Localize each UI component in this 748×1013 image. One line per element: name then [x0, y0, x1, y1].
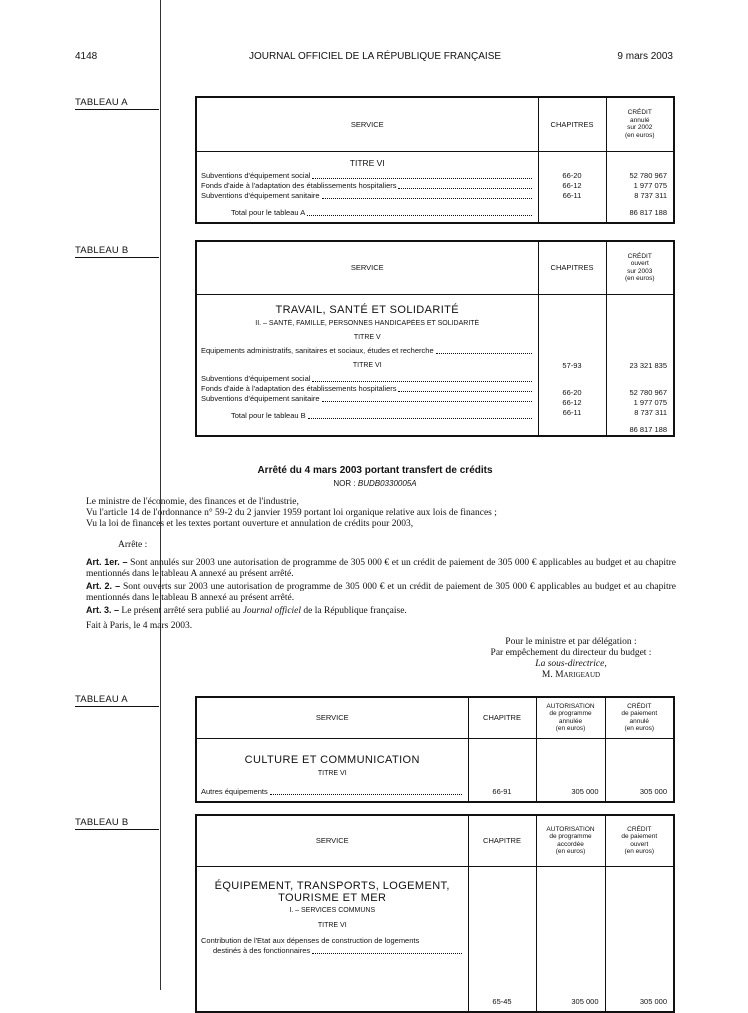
table1-col-chapitres: CHAPITRES — [538, 97, 606, 151]
table1 — [195, 96, 675, 224]
table1-label: TABLEAU A — [75, 97, 159, 110]
chapitre-cell: 66-11 — [562, 190, 582, 200]
fait-line: Fait à Paris, le 4 mars 2003. — [86, 621, 193, 631]
chapitre-cell: 57-93 — [562, 360, 582, 370]
table4-row-line1: Contribution de l'Etat aux dépenses de construction de logements — [201, 935, 420, 945]
table-row: Equipements administratifs, sanitaires et sociaux, études et recherche — [201, 346, 534, 356]
table2-total: Total pour le tableau B — [201, 411, 534, 421]
amount-cell: 1 977 075 — [633, 397, 667, 407]
table3-ministry: CULTURE ET COMMUNICATION — [244, 753, 420, 766]
table4-col-credit: CRÉDIT de paiement ouvert (en euros) — [605, 815, 674, 866]
amount-cell: 305 000 — [639, 996, 667, 1006]
table-row: Subventions d'équipement sanitaire — [201, 394, 534, 404]
table-row: Subventions d'équipement social — [201, 171, 534, 181]
table-row: Autres équipements — [201, 787, 464, 797]
chapitre-cell: 66-20 — [562, 170, 582, 180]
table1-col-service: SERVICE — [196, 97, 538, 151]
column-rule — [160, 0, 161, 990]
chapitre-cell: 66-12 — [562, 180, 582, 190]
table4-col-chapitre: CHAPITRE — [468, 815, 536, 866]
table4-section: I. – SERVICES COMMUNS — [289, 906, 376, 914]
table2-section: II. – SANTÉ, FAMILLE, PERSONNES HANDICAPÉES ET SOLIDARITÉ — [255, 319, 480, 327]
journal-title: JOURNAL OFFICIEL DE LA RÉPUBLIQUE FRANÇAISE — [248, 51, 502, 62]
table-row: Subventions d'équipement sanitaire — [201, 191, 534, 201]
table3-titre: TITRE VI — [317, 769, 347, 777]
table3-col-chapitre: CHAPITRE — [468, 697, 536, 738]
table-row: Subventions d'équipement social — [201, 374, 534, 384]
arrete-title: Arrêté du 4 mars 2003 portant transfert de crédits — [257, 465, 493, 476]
amount-cell: 8 737 311 — [634, 407, 667, 417]
table4-col-service: SERVICE — [196, 815, 468, 866]
amount-cell: 52 780 967 — [629, 170, 667, 180]
table2 — [195, 240, 675, 437]
table4 — [195, 814, 675, 1013]
amount-cell: 305 000 — [639, 786, 667, 796]
table4-ministry-line2: TOURISME ET MER — [278, 891, 387, 904]
table3-label: TABLEAU A — [75, 694, 159, 707]
table1-titre: TITRE VI — [349, 157, 385, 168]
chapitre-cell: 66-20 — [562, 387, 582, 397]
article-1: Art. 1er. – Sont annulés sur 2003 une autorisation de programme de 305 000 € et un crédit de paiement de 305 000 € applicables au budget et au chapitre mentionnés dans le tableau A annexé au présent arrêté. — [86, 557, 677, 579]
amount-cell: 8 737 311 — [634, 190, 667, 200]
article-3: Art. 3. – Le présent arrêté sera publié au Journal officiel de la République française. — [86, 605, 407, 616]
table2-col-chapitres: CHAPITRES — [538, 241, 606, 294]
table-row: Fonds d'aide à l'adaptation des établissements hospitaliers — [201, 181, 534, 191]
chapitre-cell: 65-45 — [492, 996, 512, 1006]
article-2: Art. 2. – Sont ouverts sur 2003 une autorisation de programme de 305 000 € et un crédit de paiement de 305 000 € applicables au budget et au chapitre mentionnés dans le tableau B annexé au présent arrêté. — [86, 581, 676, 603]
amount-cell: 1 977 075 — [633, 180, 667, 190]
table1-total: Total pour le tableau A — [201, 208, 534, 218]
total-amount: 86 817 188 — [629, 424, 667, 434]
arrete-intro — [86, 497, 676, 530]
table2-col-credit: CRÉDIT ouvert sur 2003 (en euros) — [606, 241, 674, 294]
page-date: 9 mars 2003 — [617, 51, 673, 62]
table1-col-credit: CRÉDIT annulé sur 2002 (en euros) — [606, 97, 674, 151]
chapitre-cell: 66-12 — [562, 397, 582, 407]
table2-titre-vi: TITRE VI — [352, 361, 382, 369]
intro-line: Le ministre de l'économie, des finances et de l'industrie, — [86, 497, 299, 507]
table2-label: TABLEAU B — [75, 245, 159, 258]
table4-col-auto: AUTORISATION de programme accordée (en euros) — [536, 815, 605, 866]
arrete-word: Arrête : — [118, 540, 148, 550]
amount-cell: 305 000 — [571, 996, 599, 1006]
table4-label: TABLEAU B — [75, 817, 159, 830]
table3 — [195, 696, 675, 803]
table4-titre: TITRE VI — [317, 921, 347, 929]
table4-ministry-line1: ÉQUIPEMENT, TRANSPORTS, LOGEMENT, — [214, 879, 450, 892]
chapitre-cell: 66-11 — [562, 407, 582, 417]
chapitre-cell: 66-91 — [492, 786, 512, 796]
table2-col-service: SERVICE — [196, 241, 538, 294]
table2-titre-v: TITRE V — [353, 333, 381, 341]
table-row: Fonds d'aide à l'adaptation des établissements hospitaliers — [201, 384, 534, 394]
intro-line: Vu la loi de finances et les textes portant ouverture et annulation de crédits pour 2003, — [86, 519, 414, 529]
amount-cell: 52 780 967 — [629, 387, 667, 397]
nor-line: NOR : BUDB0330005A — [333, 479, 417, 488]
table3-col-service: SERVICE — [196, 697, 468, 738]
table3-col-credit: CRÉDIT de paiement annulé (en euros) — [605, 697, 674, 738]
amount-cell: 23 321 835 — [629, 360, 667, 370]
total-amount: 86 817 188 — [629, 207, 667, 217]
page-number: 4148 — [75, 51, 98, 62]
table2-ministry: TRAVAIL, SANTÉ ET SOLIDARITÉ — [275, 303, 460, 316]
table3-col-auto: AUTORISATION de programme annulée (en euros) — [536, 697, 605, 738]
signature-block: Pour le ministre et par délégation : Par empêchement du directeur du budget : La sous-directrice, M. Marigeaud — [490, 637, 652, 680]
intro-line: Vu l'article 14 de l'ordonnance n° 59-2 du 2 janvier 1959 portant loi organique relative aux lois de finances ; — [86, 508, 497, 518]
amount-cell: 305 000 — [571, 786, 599, 796]
table4-row-line2: destinés à des fonctionnaires — [201, 946, 464, 956]
